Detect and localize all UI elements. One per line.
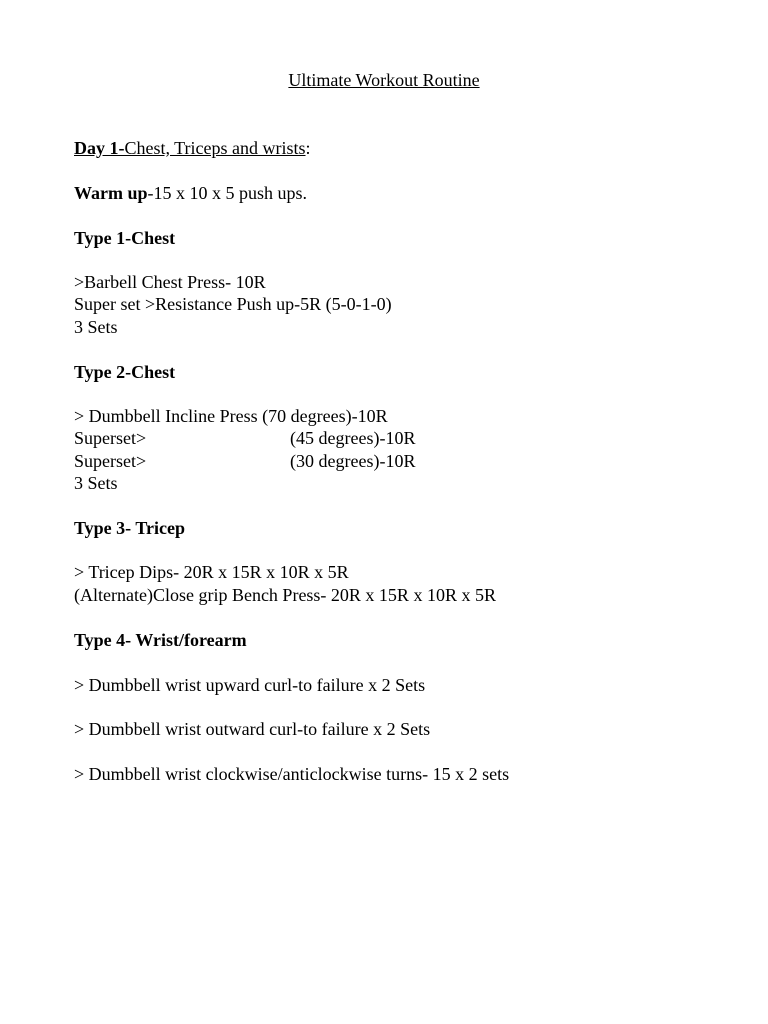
type4-heading: Type 4- Wrist/forearm xyxy=(74,630,247,650)
page-title: Ultimate Workout Routine xyxy=(288,70,480,90)
warmup-text: -15 x 10 x 5 push ups. xyxy=(147,183,308,203)
type4-line-3: > Dumbbell wrist clockwise/anticlockwise turns- 15 x 2 sets xyxy=(74,764,510,784)
day-focus: Chest, Triceps and wrists xyxy=(124,138,306,158)
type4-line-1: > Dumbbell wrist upward curl-to failure x 2 Sets xyxy=(74,675,426,695)
day-colon: : xyxy=(305,138,311,158)
type2-sets: 3 Sets xyxy=(74,473,118,493)
type3-heading: Type 3- Tricep xyxy=(74,518,185,538)
type1-heading: Type 1-Chest xyxy=(74,228,176,248)
type4-line-2: > Dumbbell wrist outward curl-to failure x 2 Sets xyxy=(74,719,431,739)
type3-line-1: > Tricep Dips- 20R x 15R x 10R x 5R xyxy=(74,562,349,582)
type2-line-3-label: Superset> xyxy=(74,451,147,471)
warmup-label: Warm up xyxy=(74,183,148,203)
type2-line-1: > Dumbbell Incline Press (70 degrees)-10R xyxy=(74,406,388,426)
type3-line-2: (Alternate)Close grip Bench Press- 20R x 15R x 10R x 5R xyxy=(74,585,496,605)
type1-sets: 3 Sets xyxy=(74,317,118,337)
type1-line-2: Super set >Resistance Push up-5R (5-0-1-0) xyxy=(74,294,392,314)
type2-line-3-value: (30 degrees)-10R xyxy=(290,451,416,471)
warmup-line xyxy=(74,182,307,204)
type2-heading: Type 2-Chest xyxy=(74,362,176,382)
type2-line-2-label: Superset> xyxy=(74,428,147,448)
type1-line-1: >Barbell Chest Press- 10R xyxy=(74,272,266,292)
day-label: Day 1- xyxy=(74,138,125,158)
type2-line-2-value: (45 degrees)-10R xyxy=(290,428,416,448)
day-heading xyxy=(74,137,311,159)
